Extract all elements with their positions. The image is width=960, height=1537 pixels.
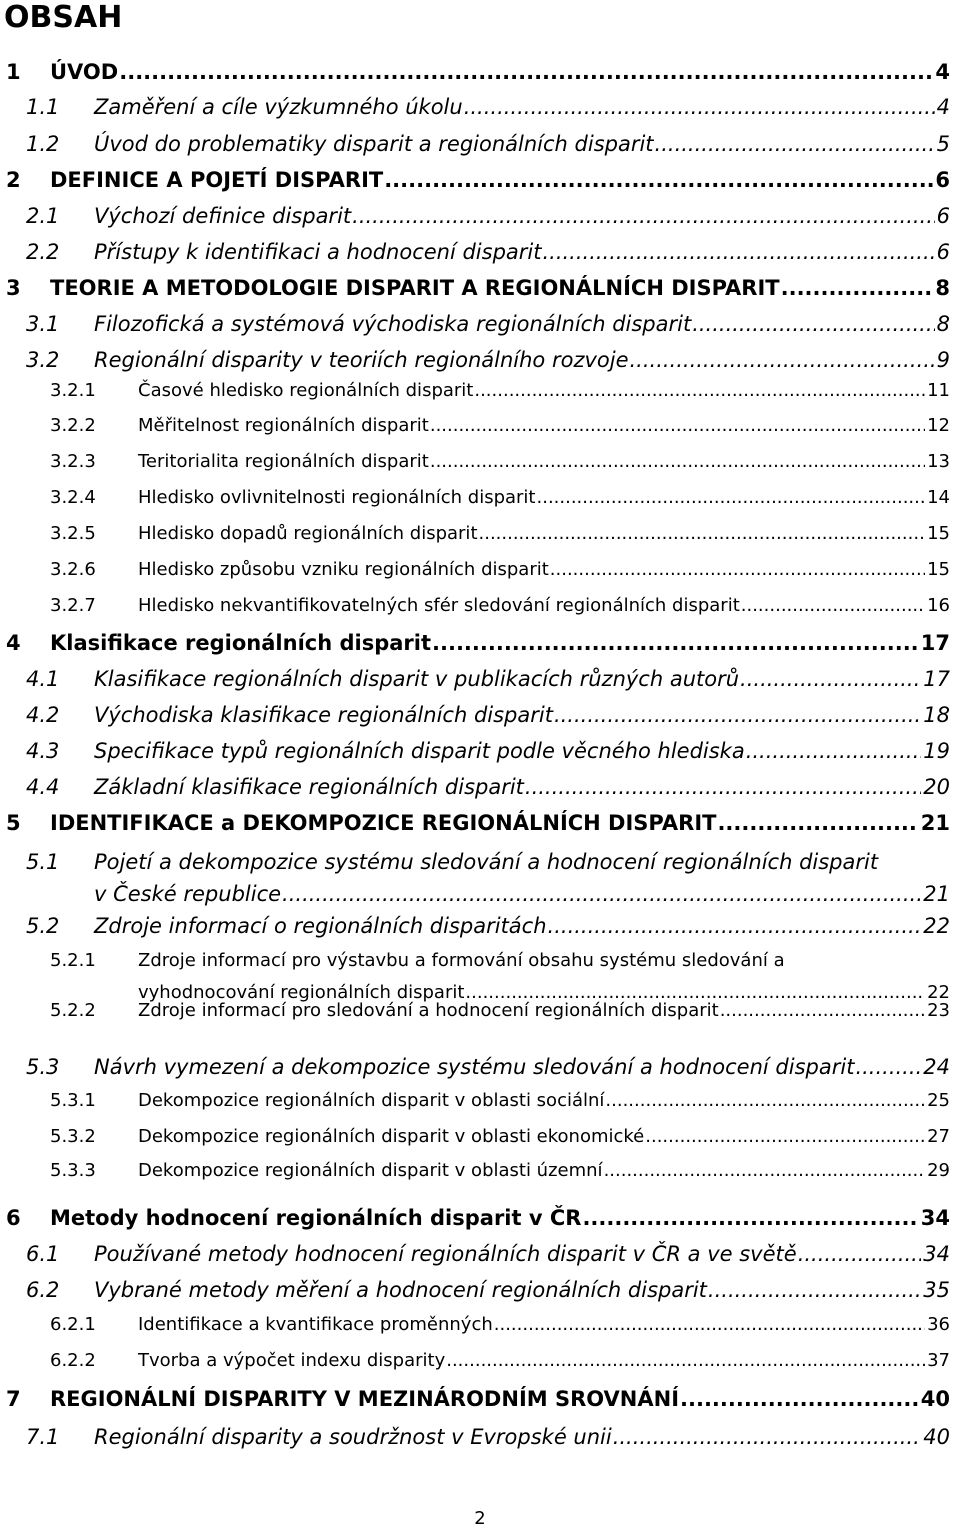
toc-entry-page: 13 [927,451,950,472]
page-title: OBSAH [4,0,123,35]
toc-entry[interactable] [0,850,960,874]
toc-leader-dots [432,631,919,655]
toc-entry-page: 17 [923,667,950,691]
toc-entry-title: ÚVOD [50,60,119,84]
toc-entry-page: 11 [927,380,950,401]
toc-entry-title: Hledisko způsobu vzniku regionálních disparit [138,559,549,580]
toc-leader-dots [855,1055,921,1079]
toc-entry-page: 17 [920,631,950,655]
toc-entry-page: 15 [927,523,950,544]
toc-entry-number: 5.3.1 [50,1090,96,1111]
toc-leader-dots [464,95,935,119]
toc-entry[interactable] [0,950,960,971]
toc-entry-number: 4.2 [26,703,60,727]
toc-entry-number: 1.2 [26,132,60,156]
toc-entry[interactable] [0,1387,960,1411]
toc-entry-number: 5.1 [26,850,60,874]
toc-entry-number: 1 [6,60,21,84]
toc-entry-title: TEORIE A METODOLOGIE DISPARIT A REGIONÁLNÍCH DISPARIT [50,276,780,300]
toc-leader-dots [542,240,934,264]
toc-entry[interactable] [0,95,960,119]
toc-entry-title: Dekompozice regionálních disparit v oblasti sociální [138,1090,605,1111]
toc-entry-number: 3.1 [26,312,60,336]
toc-entry-title: Regionální disparity v teoriích regionálního rozvoje [94,348,629,372]
toc-leader-dots [525,775,921,799]
toc-entry[interactable] [0,1000,960,1021]
toc-entry-title: Hledisko nekvantifikovatelných sfér sledování regionálních disparit [138,595,740,616]
toc-entry-number: 3.2 [26,348,60,372]
toc-entry-title: Používané metody hodnocení regionálních disparit v ČR a ve světě [94,1242,797,1266]
toc-entry[interactable] [0,1425,960,1449]
toc-entry-page: 19 [923,739,950,763]
toc-entry-page: 22 [923,914,950,938]
toc-entry[interactable] [0,811,960,835]
toc-entry-page: 36 [927,1314,950,1335]
toc-leader-dots [384,168,933,192]
toc-entry-page: 37 [927,1350,950,1371]
toc-entry[interactable] [0,1206,960,1230]
toc-entry-number: 5.3 [26,1055,60,1079]
toc-entry-page: 4 [936,95,950,119]
toc-entry-title: Zdroje informací pro sledování a hodnocení regionálních disparit [138,1000,719,1021]
toc-entry-number: 2 [6,168,21,192]
toc-leader-dots [119,60,933,84]
toc-entry[interactable] [0,168,960,192]
toc-leader-dots [494,1314,925,1335]
toc-leader-dots [582,1206,918,1230]
toc-entry[interactable] [0,1350,960,1371]
toc-leader-dots [645,1126,925,1147]
toc-entry-title-continued: v České republice [94,882,282,906]
toc-entry[interactable] [0,276,960,300]
toc-entry-continuation[interactable] [0,882,960,906]
toc-entry-title: Teritorialita regionálních disparit [138,451,429,472]
toc-entry[interactable] [0,312,960,336]
toc-entry-number: 4.3 [26,739,60,763]
toc-leader-dots [282,882,921,906]
toc-entry-page: 22 [927,982,950,1003]
toc-entry-title: Dekompozice regionálních disparit v oblasti územní [138,1160,603,1181]
toc-entry[interactable] [0,914,960,938]
toc-entry[interactable] [0,775,960,799]
toc-entry[interactable] [0,631,960,655]
toc-entry-title: Časové hledisko regionálních disparit [138,380,474,401]
toc-entry-title: Dekompozice regionálních disparit v oblasti ekonomické [138,1126,645,1147]
toc-entry-number: 5.3.2 [50,1126,96,1147]
toc-entry-title: Vybrané metody měření a hodnocení regionálních disparit [94,1278,707,1302]
toc-entry-page: 6 [935,168,950,192]
toc-entry[interactable] [0,1160,960,1181]
toc-entry[interactable] [0,1126,960,1147]
toc-entry[interactable] [0,703,960,727]
toc-entry-number: 3.2.7 [50,595,96,616]
toc-leader-dots [479,523,926,544]
toc-entry-number: 7 [6,1387,21,1411]
toc-entry-number: 6.2.2 [50,1350,96,1371]
toc-entry[interactable] [0,1055,960,1079]
toc-entry[interactable] [0,380,960,401]
toc-entry-number: 3 [6,276,21,300]
toc-entry-number: 7.1 [26,1425,60,1449]
toc-entry-title: Klasifikace regionálních disparit v publikacích různých autorů [94,667,740,691]
toc-entry[interactable] [0,451,960,472]
toc-entry-number: 5.2.1 [50,950,96,971]
toc-entry-number: 5.2.2 [50,1000,96,1021]
toc-entry-page: 14 [927,487,950,508]
toc-entry-number: 6.2 [26,1278,60,1302]
toc-entry-page: 15 [927,559,950,580]
toc-entry-page: 12 [927,415,950,436]
toc-entry-title: Klasifikace regionálních disparit [50,631,432,655]
toc-entry-title: Tvorba a výpočet indexu disparity [138,1350,446,1371]
toc-leader-dots [655,132,935,156]
toc-entry-title: Východiska klasifikace regionálních disparit [94,703,553,727]
toc-entry-title: Přístupy k identifikaci a hodnocení disparit [94,240,542,264]
toc-entry-number: 3.2.6 [50,559,96,580]
toc-leader-dots [474,380,925,401]
toc-leader-dots [692,312,934,336]
toc-entry-number: 3.2.5 [50,523,96,544]
toc-leader-dots [550,559,925,580]
toc-leader-dots [720,1000,925,1021]
toc-entry-page: 29 [927,1160,950,1181]
toc-entry-number: 3.2.1 [50,380,96,401]
toc-leader-dots [798,1242,922,1266]
toc-entry-title: Měřitelnost regionálních disparit [138,415,429,436]
toc-leader-dots [554,703,921,727]
toc-entry-page: 34 [923,1242,950,1266]
toc-entry-title: Základní klasifikace regionálních disparit [94,775,524,799]
toc-entry-title: Zdroje informací o regionálních disparitách [94,914,547,938]
toc-entry-page: 40 [923,1425,950,1449]
toc-entry[interactable] [0,348,960,372]
toc-leader-dots [630,348,935,372]
toc-entry-number: 6.2.1 [50,1314,96,1335]
toc-entry-number: 6.1 [26,1242,60,1266]
toc-leader-dots [352,204,934,228]
toc-entry[interactable] [0,487,960,508]
toc-entry-page: 21 [920,811,950,835]
toc-entry-number: 4.1 [26,667,60,691]
toc-entry-page: 40 [920,1387,950,1411]
toc-entry-title: Zaměření a cíle výzkumného úkolu [94,95,463,119]
toc-entry-number: 4.4 [26,775,60,799]
toc-leader-dots [680,1387,919,1411]
toc-entry-title: Zdroje informací pro výstavbu a formování obsahu systému sledování a [138,950,785,971]
toc-entry[interactable] [0,559,960,580]
toc-entry-title: REGIONÁLNÍ DISPARITY V MEZINÁRODNÍM SROVNÁNÍ [50,1387,680,1411]
toc-entry-number: 4 [6,631,21,655]
toc-entry-number: 5 [6,811,21,835]
toc-entry[interactable] [0,1090,960,1111]
toc-leader-dots [605,1090,925,1111]
toc-leader-dots [446,1350,925,1371]
toc-entry[interactable] [0,1278,960,1302]
toc-entry[interactable] [0,667,960,691]
toc-entry-page: 8 [936,312,950,336]
toc-entry-number: 6 [6,1206,21,1230]
toc-leader-dots [708,1278,921,1302]
toc-entry[interactable] [0,523,960,544]
toc-entry-page: 35 [923,1278,950,1302]
toc-entry[interactable] [0,595,960,616]
toc-entry-page: 6 [936,204,950,228]
toc-leader-dots [537,487,926,508]
toc-entry-number: 5.2 [26,914,60,938]
toc-entry-title: Regionální disparity a soudržnost v Evropské unii [94,1425,612,1449]
toc-entry[interactable] [0,1314,960,1335]
toc-entry-page: 24 [923,1055,950,1079]
toc-entry-number: 5.3.3 [50,1160,96,1181]
toc-entry-title: Úvod do problematiky disparit a regionálních disparit [94,132,654,156]
toc-entry-title: Pojetí a dekompozice systému sledování a hodnocení regionálních disparit [94,850,879,874]
toc-entry-number: 2.2 [26,240,60,264]
toc-entry-page: 5 [936,132,950,156]
toc-entry-title: Metody hodnocení regionálních disparit v ČR [50,1206,582,1230]
toc-entry-page: 20 [923,775,950,799]
toc-leader-dots [548,914,922,938]
toc-entry-title-continued: vyhodnocování regionálních disparit [138,982,465,1003]
toc-entry-title: DEFINICE A POJETÍ DISPARIT [50,168,384,192]
toc-entry-page: 25 [927,1090,950,1111]
toc-leader-dots [746,739,922,763]
toc-entry-page: 23 [927,1000,950,1021]
toc-entry-number: 2.1 [26,204,60,228]
toc-entry-title: Identifikace a kvantifikace proměnných [138,1314,493,1335]
toc-leader-dots [604,1160,926,1181]
toc-leader-dots [613,1425,922,1449]
toc-entry-number: 3.2.2 [50,415,96,436]
toc-entry[interactable] [0,60,960,84]
toc-entry[interactable] [0,204,960,228]
toc-entry-title: Hledisko dopadů regionálních disparit [138,523,478,544]
toc-entry-page: 27 [927,1126,950,1147]
toc-entry-page: 18 [923,703,950,727]
toc-leader-dots [741,595,925,616]
toc-entry-title: Výchozí definice disparit [94,204,352,228]
toc-entry-number: 3.2.3 [50,451,96,472]
page-number: 2 [474,1508,486,1529]
toc-entry-title: Filozofická a systémová východiska regionálních disparit [94,312,692,336]
toc-entry-title: Specifikace typů regionálních disparit podle věcného hlediska [94,739,745,763]
toc-entry-page: 9 [936,348,950,372]
toc-entry-title: IDENTIFIKACE a DEKOMPOZICE REGIONÁLNÍCH DISPARIT [50,811,717,835]
toc-entry-page: 4 [935,60,950,84]
toc-entry[interactable] [0,1242,960,1266]
toc-leader-dots [717,811,918,835]
toc-leader-dots [740,667,921,691]
toc-leader-dots [430,415,925,436]
toc-entry-page: 6 [936,240,950,264]
toc-entry-title: Hledisko ovlivnitelnosti regionálních disparit [138,487,536,508]
toc-entry[interactable] [0,415,960,436]
toc-entry-title: Návrh vymezení a dekompozice systému sledování a hodnocení disparit [94,1055,855,1079]
toc-entry[interactable] [0,132,960,156]
toc-leader-dots [781,276,934,300]
toc-entry-page: 21 [923,882,950,906]
toc-leader-dots [430,451,925,472]
toc-entry[interactable] [0,739,960,763]
toc-entry-number: 1.1 [26,95,60,119]
toc-entry-number: 3.2.4 [50,487,96,508]
toc-entry-page: 8 [935,276,950,300]
toc-entry-page: 16 [927,595,950,616]
toc-entry-page: 34 [920,1206,950,1230]
toc-entry[interactable] [0,240,960,264]
